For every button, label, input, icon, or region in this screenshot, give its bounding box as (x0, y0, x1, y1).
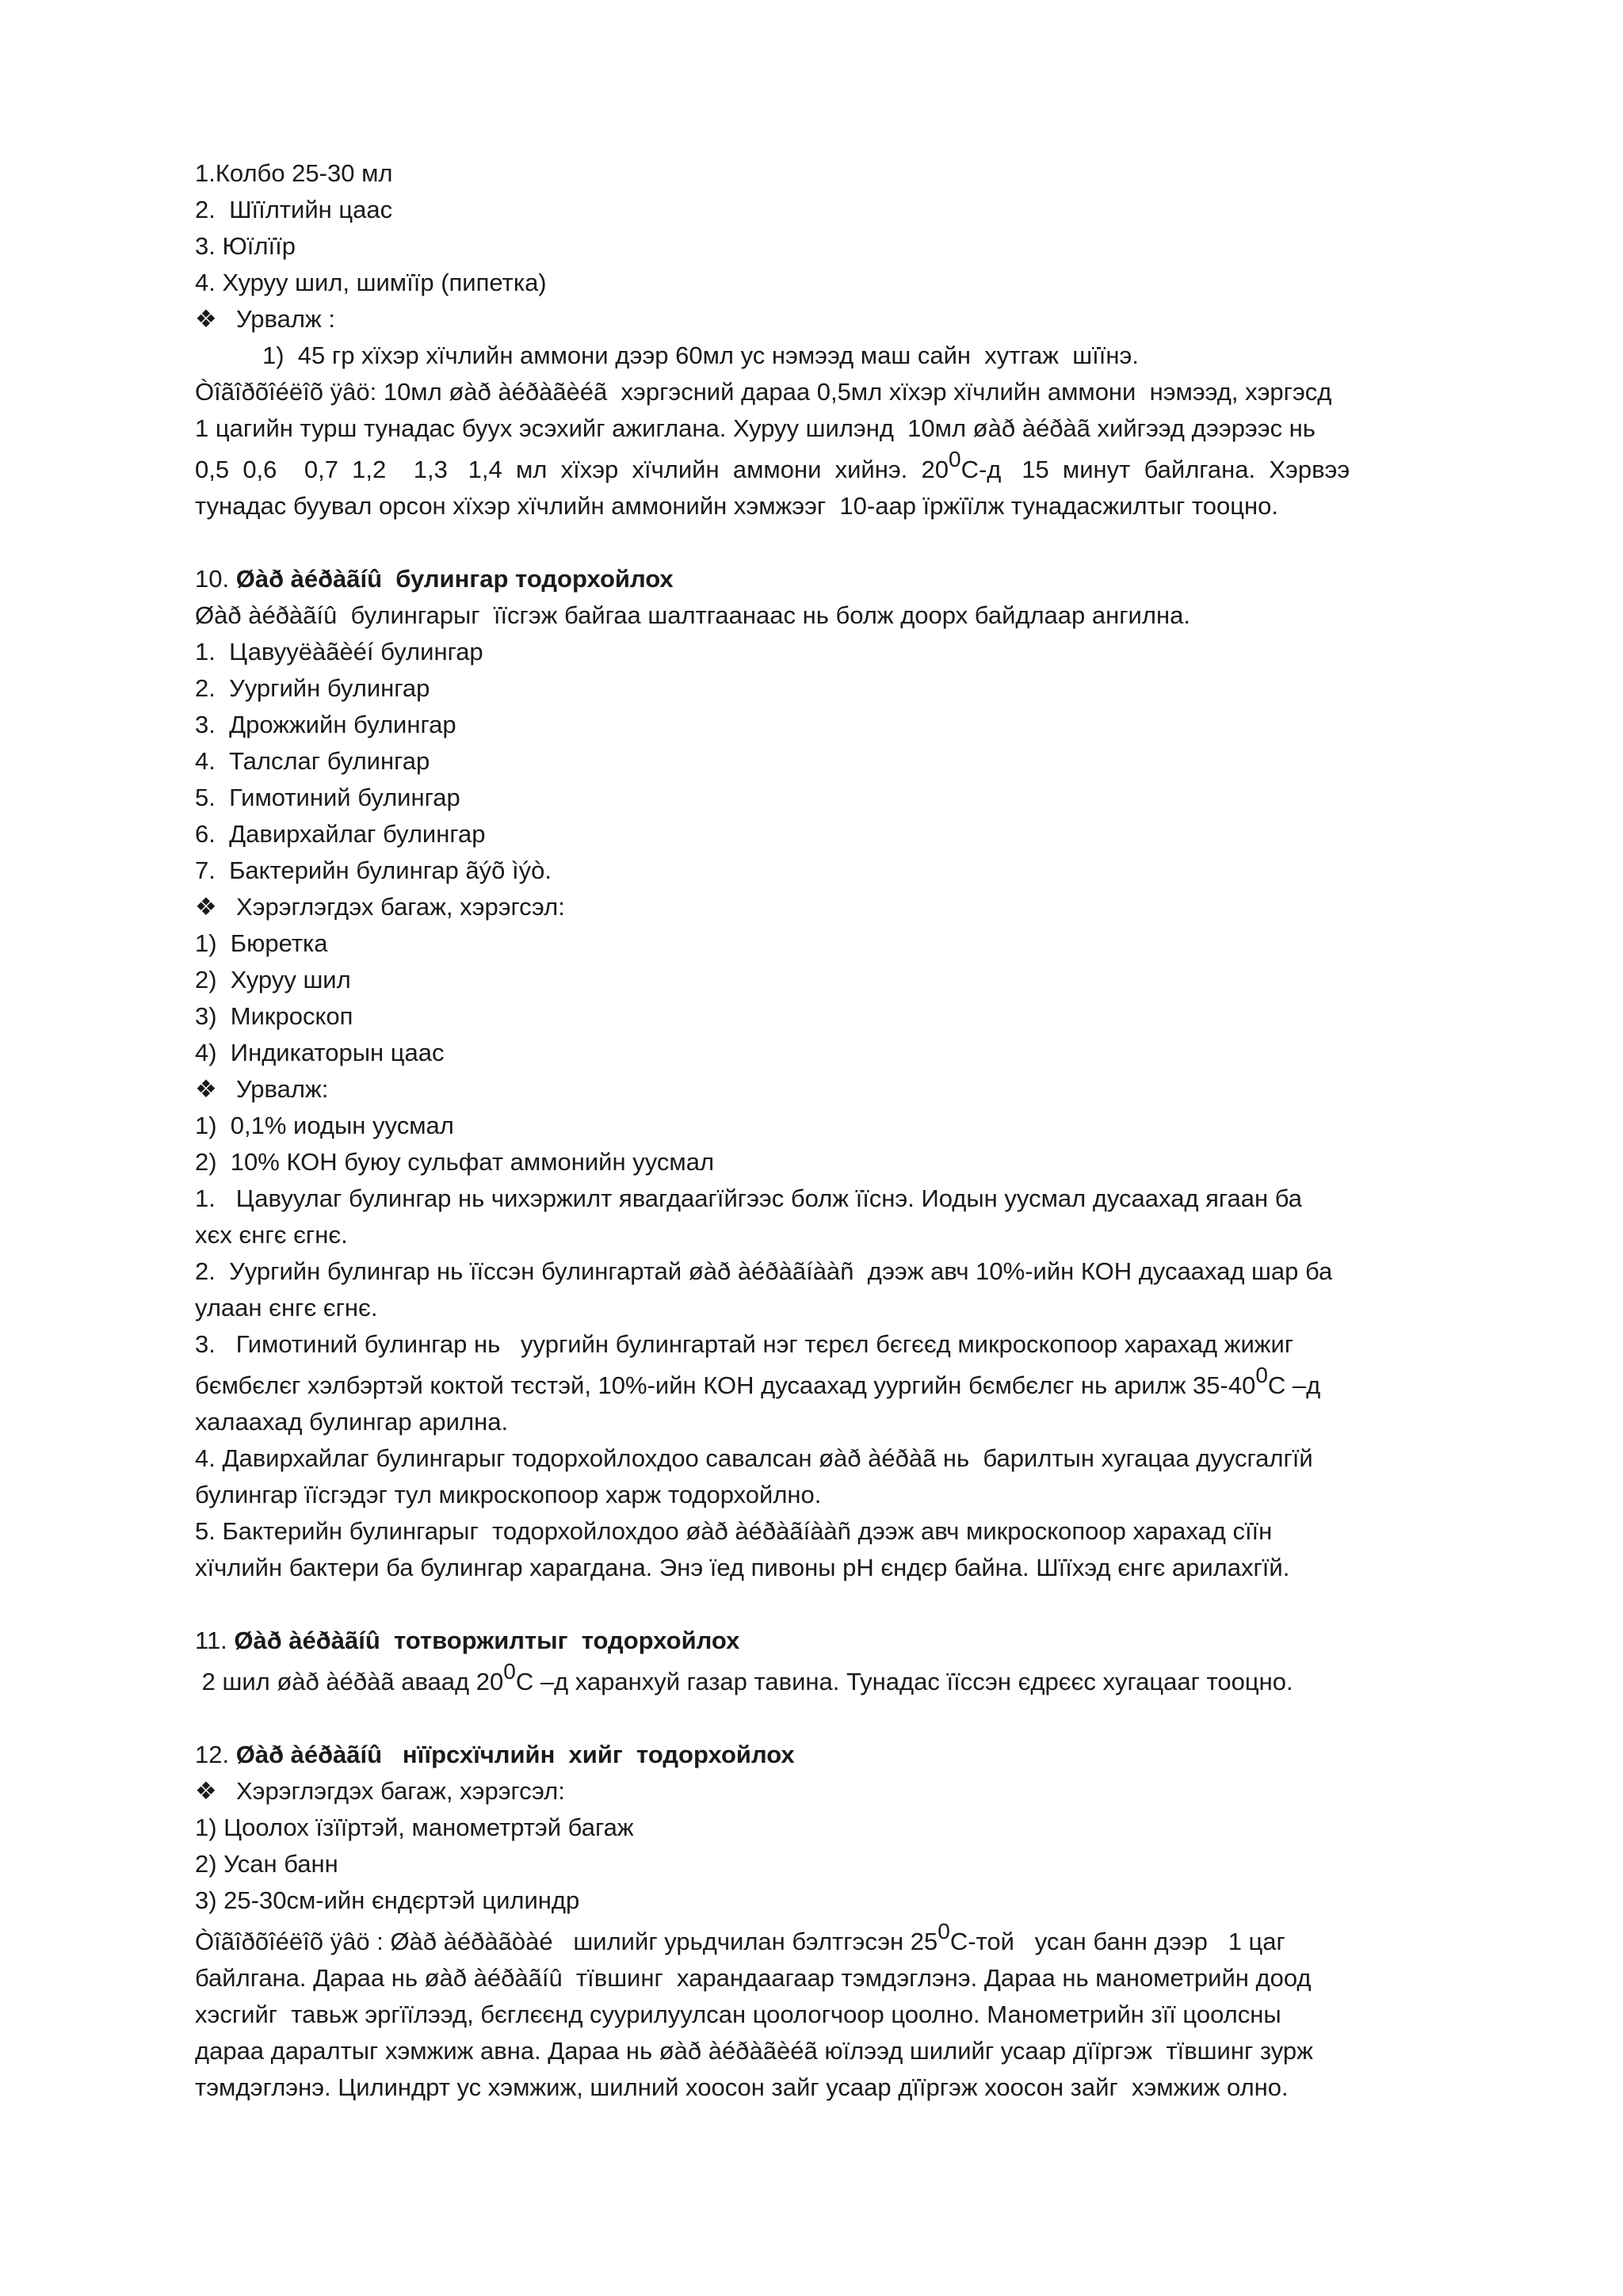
paragraph-line: 3. Гимотиний булингар нь уургийн булингартай нэг тєрєл бєгєєд микроскопоор харахад жижиг (195, 1330, 1294, 1358)
list-item: 1) 45 гр хїхэр хїчлийн аммони дээр 60мл ус нэмээд маш сайн хутгаж шїїнэ. (262, 341, 1139, 369)
paragraph-line: хїчлийн бактери ба булингар харагдана. Энэ їед пивоны pH єндєр байна. Шїїхэд єнгє арилахгїй. (195, 1554, 1290, 1581)
section-heading: 12. Øàð àéðàãíû нїїрсхїчлийн хийг тодорхойлох (195, 1741, 795, 1768)
degree-superscript: 0 (503, 1659, 516, 1684)
list-item: 4. Талслаг булингар (195, 747, 430, 775)
section-heading: 11. Øàð àéðàãíû тотворжилтыг тодорхойлох (195, 1627, 740, 1654)
paragraph-line: улаан єнгє єгнє. (195, 1294, 378, 1322)
paragraph-line: байлгана. Дараа нь øàð àéðàãíû тївшинг харандаагаар тэмдэглэнэ. Дараа нь манометрийн доод (195, 1964, 1312, 1992)
reagents-heading: ❖ Урвалж: (195, 1071, 1479, 1108)
list-item: 3) Микроскоп (195, 1002, 353, 1030)
list-item: 1. Цавууëàãèéí булингар (195, 638, 483, 666)
paragraph-line: 5. Бактерийн булингарыг тодорхойлохдоо øàð àéðàãíààñ дээж авч микроскопоор харахад сїїн (195, 1517, 1273, 1545)
list-item: 1) Цоолох їзїїртэй, манометртэй багаж (195, 1814, 634, 1841)
list-item: 3) 25-30см-ийн єндєртэй цилиндр (195, 1886, 580, 1914)
diamond-bullet-icon: ❖ (195, 305, 217, 333)
paragraph-line: 0,5 0,6 0,7 1,2 1,3 1,4 мл хїхэр хїчлийн аммони хийнэ. $20^0С-д$ 15 минут байлгана. Хэрвээ (195, 447, 1350, 483)
list-item: 1) 0,1% иодын уусмал (195, 1112, 454, 1139)
paragraph-line: хэсгийг тавьж эргїїлээд, бєглєєнд суурилуулсан цоологчоор цоолно. Манометрийн зїї цоолсны (195, 2000, 1281, 2028)
list-item: 1.Колбо 25-30 мл (195, 159, 393, 187)
section-heading: 10. Øàð àéðàãíû булингар тодорхойлох (195, 565, 674, 593)
list-item: 5. Гимотиний булингар (195, 784, 460, 811)
document-page (195, 155, 1479, 2106)
list-item: 1) Бюретка (195, 929, 328, 957)
spacer (195, 524, 1479, 561)
paragraph-line: бємбєлєг хэлбэртэй коктой тєстэй, 10%-ийн КОН дусаахад уургийн бємбєлєг нь арилж $35-40^0С$ –д (195, 1363, 1321, 1399)
list-item: 6. Давирхайлаг булингар (195, 820, 486, 848)
paragraph-line: халаахад булингар арилна. (195, 1408, 509, 1436)
tools-heading: ❖ Хэрэглэгдэх багаж, хэрэгсэл: (195, 889, 1479, 925)
paragraph-line: 2. Уургийн булингар нь їїссэн булингартай øàð àéðàãíààñ дээж авч 10%-ийн КОН дусаахад шар ба (195, 1257, 1333, 1285)
paragraph-line: Òîãîðõîéëîõ ÿâö : Øàð àéðàãòàé шилийг урьдчилан бэлтгэсэн $25^0С$-той усан банн дээр 1 цаг (195, 1919, 1285, 1955)
degree-superscript: 0 (1255, 1363, 1268, 1387)
paragraph-line: 4. Давирхайлаг булингарыг тодорхойлохдоо савалсан øàð àéðàã нь барилтын хугацаа дуусгалгїй (195, 1444, 1313, 1472)
paragraph-line: Òîãîðõîéëîõ ÿâö: 10мл øàð àéðàãèéã хэргэсний дараа 0,5мл хїхэр хїчлийн аммони нэмээд, хэргэсд (195, 378, 1332, 406)
list-item: 3. Юїлїїр (195, 232, 296, 260)
paragraph-line: дараа даралтыг хэмжиж авна. Дараа нь øàð àéðàãèéã юїлээд шилийг усаар дїїргэж тївшинг зурж (195, 2037, 1313, 2065)
list-item: 7. Бактерийн булингар ãýõ ìýò. (195, 856, 552, 884)
diamond-bullet-icon: ❖ (195, 893, 217, 921)
paragraph-line: Øàð àéðàãíû булингарыг їїсгэж байгаа шалтгаанаас нь болж доорх байдлаар ангилна. (195, 601, 1190, 629)
list-item: 2) Усан банн (195, 1850, 338, 1878)
paragraph-line: 2 шил øàð àéðàã аваад $20^0С$ –д харанхуй газар тавина. Тунадас їїссэн єдрєєс хугацааг тооцно. (195, 1659, 1293, 1695)
reagent-heading: ❖ Урвалж : (195, 301, 1479, 338)
spacer (195, 1700, 1479, 1737)
diamond-bullet-icon: ❖ (195, 1777, 217, 1805)
paragraph-line: 1 цагийн турш тунадас буух эсэхийг ажиглана. Хуруу шилэнд 10мл øàð àéðàã хийгээд дээрээс нь (195, 414, 1316, 442)
list-item: 2) 10% КОН буюу сульфат аммонийн уусмал (195, 1148, 715, 1176)
spacer (195, 1586, 1479, 1623)
list-item: 2. Шїїлтийн цаас (195, 196, 393, 223)
list-item: 3. Дрожжийн булингар (195, 711, 456, 738)
degree-superscript: 0 (949, 447, 961, 471)
paragraph-line: тунадас буувал орсон хїхэр хїчлийн аммонийн хэмжээг 10-аар їржїїлж тунадасжилтыг тооцно. (195, 492, 1278, 520)
diamond-bullet-icon: ❖ (195, 1075, 217, 1103)
list-item: 2. Уургийн булингар (195, 674, 430, 702)
paragraph-line: тэмдэглэнэ. Цилиндрт ус хэмжиж, шилний хоосон зайг усаар дїїргэж хоосон зайг хэмжиж олно. (195, 2073, 1289, 2101)
paragraph-line: хєх єнгє єгнє. (195, 1221, 348, 1249)
tools-heading: ❖ Хэрэглэгдэх багаж, хэрэгсэл: (195, 1773, 1479, 1810)
list-item: 2) Хуруу шил (195, 966, 351, 994)
degree-superscript: 0 (938, 1919, 950, 1943)
paragraph-line: булингар їїсгэдэг тул микроскопоор харж тодорхойлно. (195, 1481, 822, 1508)
paragraph-line: 1. Цавуулаг булингар нь чихэржилт явагдаагїйгээс болж їїснэ. Иодын уусмал дусаахад ягаан ба (195, 1184, 1303, 1212)
list-item: 4. Хуруу шил, шимїїр (пипетка) (195, 269, 547, 296)
list-item: 4) Индикаторын цаас (195, 1039, 445, 1066)
